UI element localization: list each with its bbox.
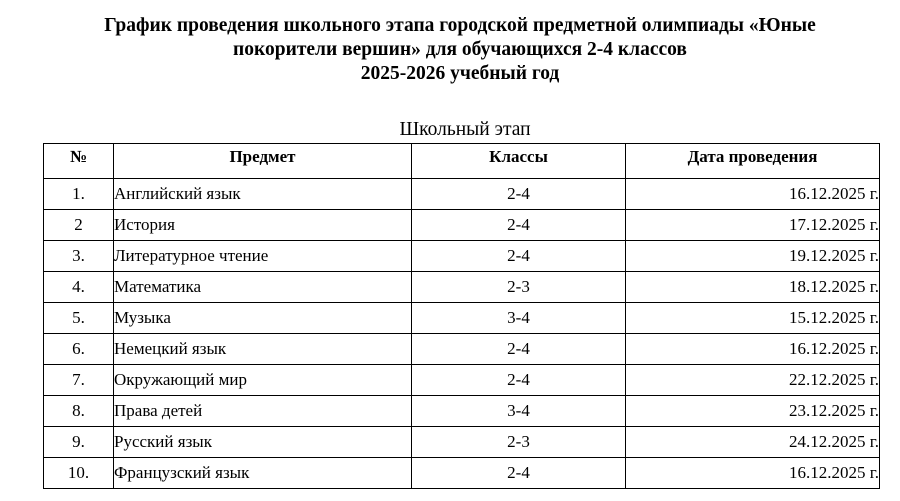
row-number: 7.	[44, 365, 114, 396]
row-number: 3.	[44, 241, 114, 272]
row-grades: 3-4	[412, 303, 626, 334]
table-row	[44, 272, 880, 303]
table-header	[44, 144, 880, 179]
schedule-table	[43, 143, 880, 489]
row-grades: 2-3	[412, 427, 626, 458]
table-row	[44, 241, 880, 272]
header-row	[44, 144, 880, 179]
row-subject: Английский язык	[114, 179, 412, 210]
table-row	[44, 303, 880, 334]
row-grades: 3-4	[412, 396, 626, 427]
row-date: 16.12.2025 г.	[626, 334, 880, 365]
row-number: 2	[44, 210, 114, 241]
table-row	[44, 458, 880, 489]
row-grades: 2-4	[412, 179, 626, 210]
row-date: 24.12.2025 г.	[626, 427, 880, 458]
row-date: 15.12.2025 г.	[626, 303, 880, 334]
row-subject: Французский язык	[114, 458, 412, 489]
row-number: 9.	[44, 427, 114, 458]
table-row	[44, 365, 880, 396]
table-row	[44, 210, 880, 241]
table-row	[44, 179, 880, 210]
row-grades: 2-4	[412, 334, 626, 365]
row-subject: Права детей	[114, 396, 412, 427]
row-grades: 2-4	[412, 241, 626, 272]
row-number: 8.	[44, 396, 114, 427]
row-date: 17.12.2025 г.	[626, 210, 880, 241]
title-line-1: График проведения школьного этапа городской предметной олимпиады «Юные	[104, 15, 816, 36]
row-number: 5.	[44, 303, 114, 334]
table-row	[44, 396, 880, 427]
row-date: 22.12.2025 г.	[626, 365, 880, 396]
header-subject: Предмет	[114, 144, 412, 179]
document-title	[0, 14, 900, 86]
table-row	[44, 427, 880, 458]
row-number: 1.	[44, 179, 114, 210]
row-subject: История	[114, 210, 412, 241]
header-date: Дата проведения	[626, 144, 880, 179]
header-grades: Классы	[412, 144, 626, 179]
row-subject: Окружающий мир	[114, 365, 412, 396]
row-subject: Немецкий язык	[114, 334, 412, 365]
row-date: 18.12.2025 г.	[626, 272, 880, 303]
row-subject: Музыка	[114, 303, 412, 334]
row-date: 16.12.2025 г.	[626, 179, 880, 210]
title-line-2: покорители вершин» для обучающихся 2-4 классов	[233, 39, 687, 60]
row-number: 10.	[44, 458, 114, 489]
row-subject: Литературное чтение	[114, 241, 412, 272]
stage-heading: Школьный этап	[399, 119, 531, 140]
title-line-3: 2025-2026 учебный год	[360, 63, 560, 84]
table-row	[44, 334, 880, 365]
table-body	[44, 179, 880, 489]
row-subject: Математика	[114, 272, 412, 303]
header-number: №	[44, 144, 114, 179]
row-number: 4.	[44, 272, 114, 303]
row-date: 16.12.2025 г.	[626, 458, 880, 489]
row-date: 23.12.2025 г.	[626, 396, 880, 427]
row-grades: 2-3	[412, 272, 626, 303]
row-date: 19.12.2025 г.	[626, 241, 880, 272]
row-grades: 2-4	[412, 458, 626, 489]
row-number: 6.	[44, 334, 114, 365]
row-subject: Русский язык	[114, 427, 412, 458]
row-grades: 2-4	[412, 210, 626, 241]
row-grades: 2-4	[412, 365, 626, 396]
